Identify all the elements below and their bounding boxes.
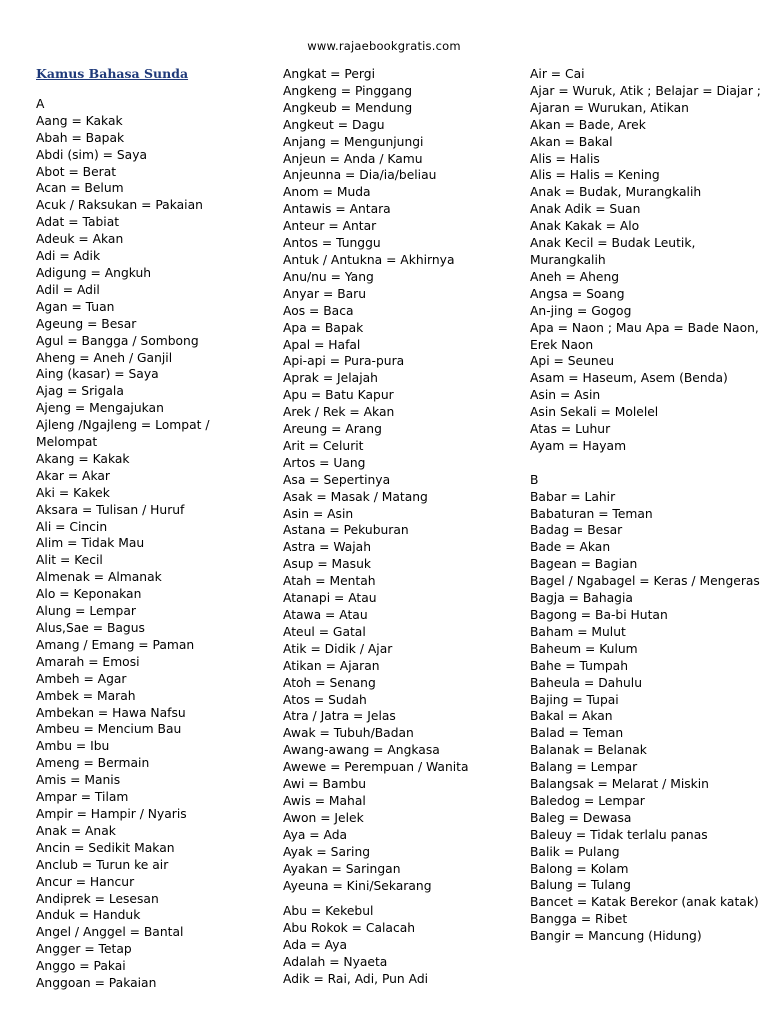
- dictionary-entry: Abu = Kekebul: [283, 904, 374, 919]
- dictionary-entry: Anjeun = Anda / Kamu: [283, 151, 423, 166]
- dictionary-entry: Anteur = Antar: [283, 219, 377, 234]
- dictionary-entry: Ameng = Bermain: [36, 756, 150, 771]
- dictionary-entry: Akan = Bakal: [530, 134, 613, 149]
- dictionary-entry: Atanapi = Atau: [283, 591, 377, 606]
- dictionary-entry: Balung = Tulang: [530, 878, 631, 893]
- dictionary-entry: Almenak = Almanak: [36, 570, 162, 585]
- dictionary-entry: Aing (kasar) = Saya: [36, 367, 159, 382]
- section-heading-a: A: [36, 96, 45, 111]
- dictionary-entry: Anclub = Turun ke air: [36, 857, 169, 872]
- dictionary-entry: Asin = Asin: [283, 506, 354, 521]
- dictionary-entry: Anjang = Mengunjungi: [283, 134, 424, 149]
- dictionary-entry: Adigung = Angkuh: [36, 265, 152, 280]
- dictionary-entry: Aksara = Tulisan / Huruf: [36, 502, 185, 517]
- dictionary-entry: Ageung = Besar: [36, 316, 137, 331]
- dictionary-entry: Ayeuna = Kini/Sekarang: [283, 878, 432, 893]
- dictionary-entry: Abdi (sim) = Saya: [36, 147, 148, 162]
- dictionary-entry: Alim = Tidak Mau: [36, 536, 145, 551]
- dictionary-entry: Areung = Arang: [283, 422, 382, 437]
- dictionary-entry: Ambekan = Hawa Nafsu: [36, 705, 186, 720]
- dictionary-entry: Awak = Tubuh/Badan: [283, 726, 414, 741]
- spacer: [530, 455, 762, 472]
- entry-list-col2-b: [283, 903, 523, 988]
- dictionary-entry: Baleg = Dewasa: [530, 810, 632, 825]
- dictionary-entry: Baham = Mulut: [530, 624, 626, 639]
- document-title: Kamus Bahasa Sunda: [36, 66, 189, 81]
- dictionary-entry: Bagean = Bagian: [530, 557, 638, 572]
- dictionary-entry: Ampar = Tilam: [36, 790, 129, 805]
- dictionary-entry: Baleuy = Tidak terlalu panas: [530, 827, 708, 842]
- dictionary-entry: Angsa = Soang: [530, 286, 625, 301]
- dictionary-entry: Badag = Besar: [530, 523, 623, 538]
- dictionary-entry: Apu = Batu Kapur: [283, 388, 394, 403]
- dictionary-entry: Balangsak = Melarat / Miskin: [530, 777, 709, 792]
- dictionary-entry: Bade = Akan: [530, 540, 611, 555]
- dictionary-entry: Amarah = Emosi: [36, 654, 140, 669]
- dictionary-entry: Agan = Tuan: [36, 299, 115, 314]
- dictionary-entry: Antawis = Antara: [283, 202, 391, 217]
- dictionary-entry: Acan = Belum: [36, 181, 124, 196]
- dictionary-entry: Baheula = Dahulu: [530, 675, 642, 690]
- dictionary-entry: Adik = Rai, Adi, Pun Adi: [283, 972, 429, 987]
- spacer: [283, 894, 523, 903]
- dictionary-entry: Akan = Bade, Arek: [530, 117, 646, 132]
- dictionary-entry: Asak = Masak / Matang: [283, 489, 428, 504]
- dictionary-entry: Anak = Budak, Murangkalih: [530, 185, 702, 200]
- dictionary-entry: Balad = Teman: [530, 726, 624, 741]
- dictionary-entry: Aneh = Aheng: [530, 269, 620, 284]
- dictionary-entry: Asup = Masuk: [283, 557, 372, 572]
- dictionary-entry: Balong = Kolam: [530, 861, 629, 876]
- dictionary-entry: Ali = Cincin: [36, 519, 108, 534]
- dictionary-entry: Alis = Halis: [530, 151, 600, 166]
- dictionary-entry: Baheum = Kulum: [530, 641, 638, 656]
- dictionary-entry: Abot = Berat: [36, 164, 117, 179]
- dictionary-entry: Ancur = Hancur: [36, 874, 135, 889]
- dictionary-entry: Ambek = Marah: [36, 688, 136, 703]
- dictionary-entry: Alung = Lempar: [36, 604, 136, 619]
- dictionary-entry: Apal = Hafal: [283, 337, 361, 352]
- dictionary-entry: Bangga = Ribet: [530, 912, 628, 927]
- dictionary-entry: Bagong = Ba-bi Hutan: [530, 607, 668, 622]
- dictionary-entry: Akar = Akar: [36, 468, 110, 483]
- dictionary-entry: Anak = Anak: [36, 823, 116, 838]
- dictionary-entry: Anggo = Pakai: [36, 959, 126, 974]
- dictionary-entry: Aang = Kakak: [36, 113, 123, 128]
- dictionary-entry: Ayam = Hayam: [530, 438, 627, 453]
- page-header-url: www.rajaebookgratis.com: [307, 39, 461, 53]
- column-2: [283, 66, 523, 988]
- dictionary-entry: Astana = Pekuburan: [283, 523, 409, 538]
- dictionary-entry: Ancin = Sedikit Makan: [36, 840, 175, 855]
- dictionary-entry: Awon = Jelek: [283, 810, 364, 825]
- dictionary-entry: Anggoan = Pakaian: [36, 976, 157, 991]
- dictionary-entry: Bangir = Mancung (Hidung): [530, 929, 702, 944]
- dictionary-entry: Ambu = Ibu: [36, 739, 110, 754]
- dictionary-entry: Ajeng = Mengajukan: [36, 401, 164, 416]
- dictionary-entry: Atawa = Atau: [283, 608, 368, 622]
- entry-list-col3-b: [530, 489, 762, 945]
- column-1: [36, 66, 271, 992]
- dictionary-entry: Aprak = Jelajah: [283, 371, 378, 386]
- dictionary-entry: Aos = Baca: [283, 303, 354, 318]
- dictionary-entry: Artos = Uang: [283, 455, 366, 470]
- dictionary-entry: Asin Sekali = Molelel: [530, 405, 659, 420]
- dictionary-entry: Anu/nu = Yang: [283, 269, 374, 284]
- dictionary-entry: Amis = Manis: [36, 773, 121, 788]
- dictionary-entry: An-jing = Gogog: [530, 303, 632, 318]
- dictionary-entry: Ajleng /Ngajleng = Lompat / Melompat: [36, 418, 210, 450]
- dictionary-entry: Bagel / Ngabagel = Keras / Mengeras: [530, 574, 760, 589]
- dictionary-entry: Awang-awang = Angkasa: [283, 743, 440, 758]
- column-3: [530, 66, 762, 945]
- dictionary-entry: Atoh = Senang: [283, 675, 376, 690]
- dictionary-entry: Anak Adik = Suan: [530, 202, 641, 217]
- dictionary-entry: Aya = Ada: [283, 827, 348, 842]
- dictionary-entry: Anyar = Baru: [283, 286, 367, 301]
- dictionary-entry: Adil = Adil: [36, 282, 100, 297]
- dictionary-entry: Angkeng = Pinggang: [283, 83, 413, 98]
- dictionary-entry: Angkeut = Dagu: [283, 117, 385, 132]
- dictionary-entry: Ateul = Gatal: [283, 624, 366, 639]
- dictionary-entry: Amang / Emang = Paman: [36, 637, 195, 652]
- dictionary-entry: Balanak = Belanak: [530, 743, 647, 758]
- dictionary-entry: Awi = Bambu: [283, 777, 367, 792]
- dictionary-entry: Balang = Lempar: [530, 760, 638, 775]
- dictionary-entry: Alit = Kecil: [36, 553, 103, 568]
- dictionary-entry: Babaturan = Teman: [530, 506, 653, 521]
- dictionary-entry: Adeuk = Akan: [36, 232, 124, 247]
- dictionary-entry: Agul = Bangga / Sombong: [36, 333, 199, 348]
- entry-list-col1: [36, 113, 271, 992]
- dictionary-entry: Akang = Kakak: [36, 451, 130, 466]
- dictionary-entry: Acuk / Raksukan = Pakaian: [36, 198, 203, 213]
- dictionary-entry: Atik = Didik / Ajar: [283, 641, 393, 656]
- dictionary-entry: Bajing = Tupai: [530, 692, 619, 707]
- dictionary-entry: Antos = Tunggu: [283, 236, 381, 251]
- dictionary-entry: Anduk = Handuk: [36, 908, 141, 923]
- dictionary-entry: Anak Kakak = Alo: [530, 219, 640, 234]
- dictionary-entry: Ada = Aya: [283, 938, 348, 953]
- dictionary-entry: Ayak = Saring: [283, 844, 371, 859]
- dictionary-entry: Angel / Anggel = Bantal: [36, 925, 184, 940]
- dictionary-entry: Astra = Wajah: [283, 540, 372, 555]
- dictionary-entry: Angger = Tetap: [36, 942, 132, 957]
- dictionary-entry: Abu Rokok = Calacah: [283, 921, 416, 936]
- dictionary-entry: Ajag = Srigala: [36, 384, 124, 399]
- dictionary-entry: Baledog = Lempar: [530, 793, 645, 808]
- dictionary-entry: Atra / Jatra = Jelas: [283, 709, 396, 724]
- dictionary-entry: Ajar = Wuruk, Atik ; Belajar = Diajar ; Ajaran = Wurukan, Atikan: [530, 83, 761, 115]
- dictionary-entry: Bancet = Katak Berekor (anak katak): [530, 895, 759, 910]
- dictionary-entry: Awewe = Perempuan / Wanita: [283, 760, 469, 775]
- dictionary-entry: Anjeunna = Dia/ia/beliau: [283, 168, 437, 183]
- dictionary-entry: Adi = Adik: [36, 249, 101, 264]
- dictionary-entry: Alus,Sae = Bagus: [36, 621, 145, 635]
- dictionary-entry: Asin = Asin: [530, 388, 601, 403]
- dictionary-entry: Ayakan = Saringan: [283, 861, 401, 876]
- entry-list-col3-a: [530, 66, 762, 455]
- dictionary-entry: Adalah = Nyaeta: [283, 955, 388, 970]
- dictionary-entry: Aheng = Aneh / Ganjil: [36, 350, 173, 365]
- dictionary-entry: Abah = Bapak: [36, 130, 125, 145]
- dictionary-entry: Atah = Mentah: [283, 574, 376, 589]
- dictionary-entry: Antuk / Antukna = Akhirnya: [283, 252, 455, 267]
- dictionary-entry: Ampir = Hampir / Nyaris: [36, 806, 187, 821]
- dictionary-entry: Air = Cai: [530, 67, 585, 81]
- dictionary-entry: Api = Seuneu: [530, 354, 615, 369]
- dictionary-entry: Ambeh = Agar: [36, 671, 127, 686]
- dictionary-entry: Arit = Celurit: [283, 438, 364, 453]
- dictionary-entry: Arek / Rek = Akan: [283, 405, 395, 420]
- dictionary-entry: Atikan = Ajaran: [283, 658, 380, 673]
- dictionary-entry: Atos = Sudah: [283, 692, 367, 707]
- dictionary-entry: Bagja = Bahagia: [530, 591, 633, 606]
- section-heading-b: B: [530, 472, 539, 487]
- dictionary-entry: Asam = Haseum, Asem (Benda): [530, 371, 728, 386]
- dictionary-entry: Aki = Kakek: [36, 485, 110, 500]
- dictionary-entry: Angkat = Pergi: [283, 67, 375, 81]
- dictionary-entry: Ambeu = Mencium Bau: [36, 722, 182, 737]
- dictionary-entry: Bakal = Akan: [530, 709, 613, 724]
- dictionary-entry: Asa = Sepertinya: [283, 472, 391, 487]
- dictionary-entry: Apa = Naon ; Mau Apa = Bade Naon, Erek Naon: [530, 320, 759, 352]
- dictionary-entry: Babar = Lahir: [530, 489, 616, 504]
- dictionary-entry: Atas = Luhur: [530, 422, 611, 437]
- dictionary-entry: Awis = Mahal: [283, 793, 366, 808]
- dictionary-entry: Bahe = Tumpah: [530, 658, 629, 673]
- dictionary-entry: Alis = Halis = Kening: [530, 168, 660, 183]
- dictionary-entry: Adat = Tabiat: [36, 215, 120, 230]
- dictionary-entry: Balik = Pulang: [530, 844, 620, 859]
- entry-list-col2-a: [283, 66, 523, 894]
- dictionary-entry: Api-api = Pura-pura: [283, 354, 405, 369]
- dictionary-entry: Angkeub = Mendung: [283, 100, 413, 115]
- dictionary-entry: Apa = Bapak: [283, 320, 364, 335]
- dictionary-entry: Andiprek = Lesesan: [36, 891, 159, 906]
- dictionary-entry: Anom = Muda: [283, 185, 371, 200]
- dictionary-entry: Anak Kecil = Budak Leutik, Murangkalih: [530, 236, 696, 267]
- dictionary-entry: Alo = Keponakan: [36, 587, 142, 602]
